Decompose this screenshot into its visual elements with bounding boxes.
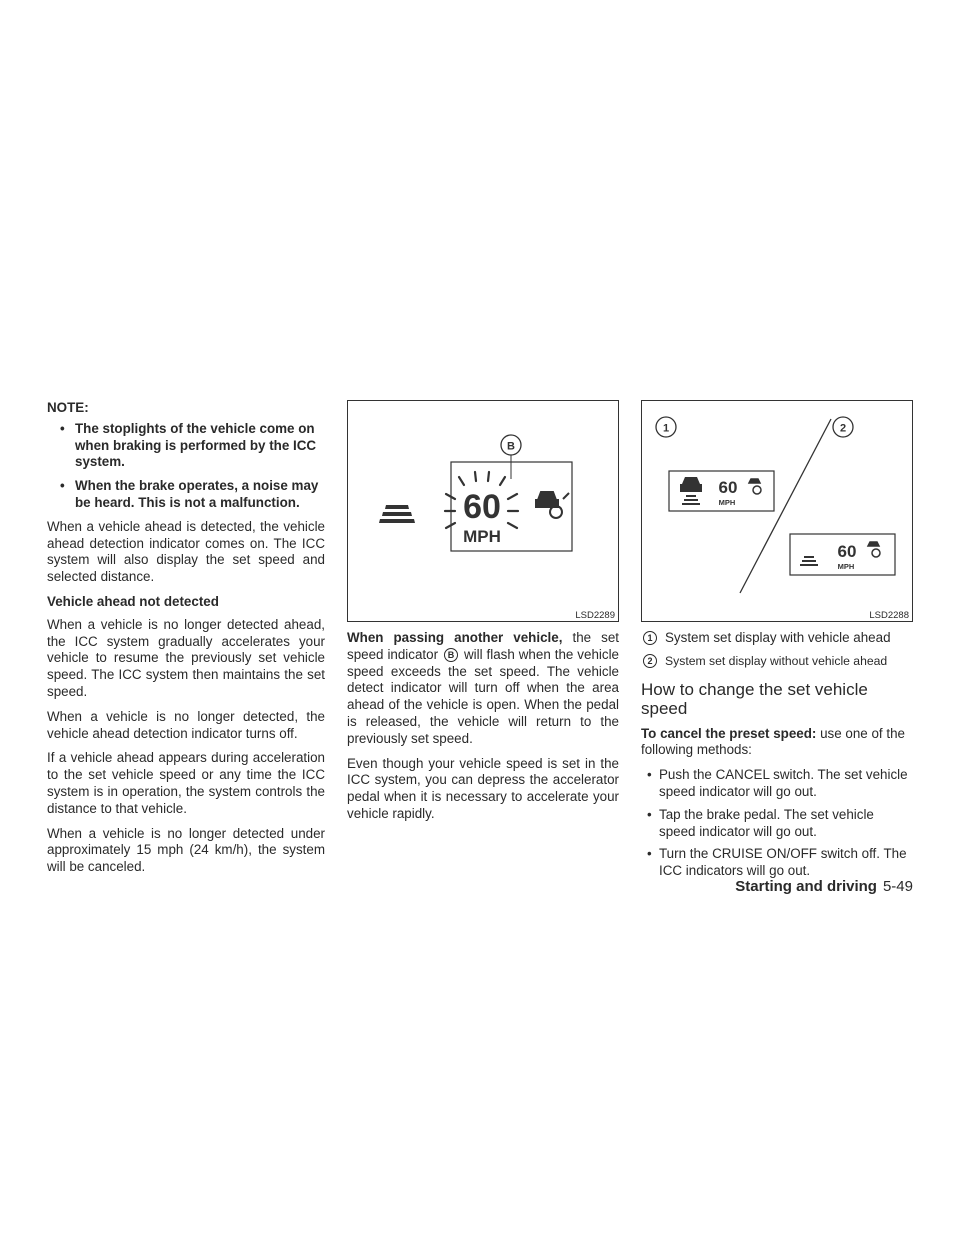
page-footer [735,878,913,895]
paragraph: When a vehicle is no longer detected under approximately 15 mph (24 km/h), the system will be canceled. [47,825,325,875]
lead-bold: To cancel the preset speed: [641,725,817,741]
paragraph: If a vehicle ahead appears during acceleration to the set vehicle speed or any time the ICC system is in operation, the system controls the distance to that vehicle. [47,750,325,816]
callout-ref: B [444,648,458,662]
column-1 [47,400,325,884]
callout-1: 1 [662,422,670,435]
set-display-illustration [642,401,912,621]
subheading: Vehicle ahead not detected [47,593,219,609]
speed-value: 60 [463,488,501,526]
column-2 [347,400,619,831]
icc-indicator-icon [868,542,880,557]
callout-b: B [507,440,515,453]
page-number: 5-49 [882,878,913,895]
note-bullet-text: When the brake operates, a noise may be heard. This is not a malfunction. [75,478,319,510]
lead-text-1: the set speed indicator [347,630,619,662]
speed-display-illustration [348,401,618,621]
bullet-dot: • [647,806,652,822]
bullet-dot: • [647,846,652,862]
section-name: Starting and driving [735,878,877,895]
bullet-dot: • [60,478,65,494]
paragraph [641,726,913,760]
speed-unit-2: MPH [837,562,855,571]
speed-unit-1: MPH [718,498,736,507]
paragraph: When a vehicle ahead is detected, the vehicle ahead detection indicator comes on. The ICC system will also display the set speed and selected distance. [47,518,325,585]
bullet-dot: • [647,767,652,783]
vehicle-ahead-icon [680,477,702,505]
speed-value-1: 60 [718,478,738,497]
lead-text: use one of the following methods: [641,725,905,758]
note-label: NOTE: [47,400,89,415]
lead-text-2: will flash when the vehicle speed exceeds the set speed. The vehicle detect indicator will turn off when the area ahead of the vehicle is open. When the pedal is released, the vehicle will return to the previously set speed. [347,646,619,746]
lead-bold: When passing another vehicle, [347,630,563,645]
column-3 [641,400,913,886]
distance-bars-icon [800,556,818,566]
bullet-dot: • [60,420,65,436]
list-item [641,767,913,801]
caption-text: System set display with vehicle ahead [665,630,891,645]
note-bullet-text: The stoplights of the vehicle come on when braking is performed by the ICC system. [75,420,317,470]
caption-number: 1 [643,631,657,645]
note-bullet [47,421,325,471]
list-item-text: Tap the brake pedal. The set vehicle speed indicator will go out. [659,806,874,839]
figure-set-displays [641,400,913,622]
figure-set-speed-flashing [347,400,619,622]
paragraph: When a vehicle is no longer detected ahead, the ICC system gradually accelerates your vehicle to resume the previously set vehicle speed. The ICC system then maintains the set speed. [47,616,325,699]
list-item [641,846,913,880]
list-item-text: Turn the CRUISE ON/OFF switch off. The ICC indicators will go out. [659,846,907,879]
section-heading: How to change the set vehicle speed [641,679,868,718]
figure-code: LSD2288 [869,610,909,621]
speed-unit: MPH [463,527,501,546]
caption-number: 2 [643,654,657,668]
callout-2: 2 [839,422,847,435]
set-speed-indicator-icon [536,492,569,518]
figure-caption [641,630,913,647]
caption-text: System set display without vehicle ahead [665,653,888,668]
list-item [641,807,913,841]
paragraph: Even though your vehicle speed is set in the ICC system, you can depress the accelerator pedal when it is necessary to accelerate your vehicle rapidly. [347,755,619,821]
paragraph [347,630,619,748]
list-item-text: Push the CANCEL switch. The set vehicle speed indicator will go out. [659,767,908,799]
paragraph: When a vehicle is no longer detected, the vehicle ahead detection indicator turns off. [47,708,325,741]
figure-code: LSD2289 [575,610,615,621]
speed-value-2: 60 [837,542,857,561]
figure-caption [641,653,913,670]
note-bullet [47,478,325,512]
icc-indicator-icon [749,479,761,494]
